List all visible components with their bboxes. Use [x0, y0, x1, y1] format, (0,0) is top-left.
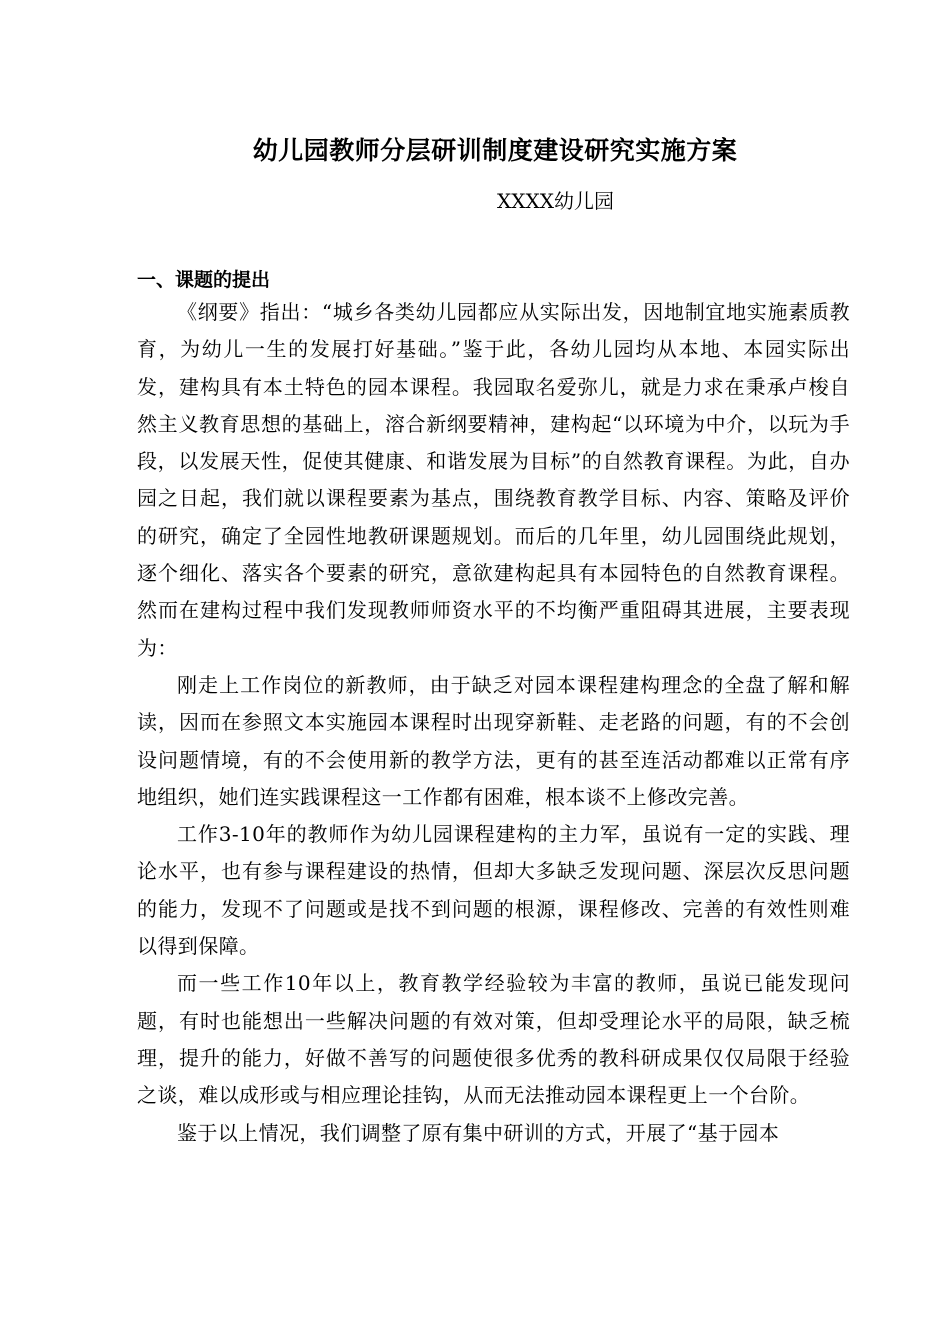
document-title: 幼儿园教师分层研训制度建设研究实施方案 — [252, 136, 738, 165]
paragraph-2: 刚走上工作岗位的新教师，由于缺乏对园本课程建构理念的全盘了解和解读，因而在参照文本实施园本课程时出现穿新鞋、走老路的问题，有的不会创设问题情境，有的不会使用新的教学方法，更有的甚至连活动都难以正常有序地组织，她们连实践课程这一工作都有困难，根本谈不上修改完善。 — [137, 672, 850, 809]
paragraph-4: 而一些工作10年以上，教育教学经验较为丰富的教师，虽说已能发现问题，有时也能想出一些解决问题的有效对策，但却受理论水平的局限，缺乏梳理，提升的能力，好做不善写的问题使很多优秀的教科研成果仅仅局限于经验之谈，难以成形或与相应理论挂钩，从而无法推动园本课程更上一个台阶。 — [137, 971, 850, 1108]
paragraph-5: 鉴于以上情况，我们调整了原有集中研训的方式，开展了“基于园本 — [177, 1120, 780, 1145]
document-author: XXXX幼儿园 — [497, 189, 614, 213]
paragraph-3: 工作3-10年的教师作为幼儿园课程建构的主力军，虽说有一定的实践、理论水平，也有参与课程建设的热情，但却大多缺乏发现问题、深层次反思问题的能力，发现不了问题或是找不到问题的根源，课程修改、完善的有效性则难以得到保障。 — [137, 822, 850, 959]
section-heading: 一、课题的提出 — [137, 269, 271, 291]
body-text — [137, 294, 850, 1152]
paragraph-1: 《纲要》指出：“城乡各类幼儿园都应从实际出发，因地制宜地实施素质教育，为幼儿一生的发展打好基础。”鉴于此，各幼儿园均从本地、本园实际出发，建构具有本土特色的园本课程。我园取名爱弥儿，就是力求在秉承卢梭自然主义教育思想的基础上，溶合新纲要精神，建构起“以环境为中介，以玩为手段，以发展天性，促使其健康、和谐发展为目标”的自然教育课程。为此，自办园之日起，我们就以课程要素为基点，围绕教育教学目标、内容、策略及评价的研究，确定了全园性地教研课题规划。而后的几年里，幼儿园围绕此规划，逐个细化、落实各个要素的研究，意欲建构起具有本园特色的自然教育课程。然而在建构过程中我们发现教师师资水平的不均衡严重阻碍其进展，主要表现为： — [137, 300, 850, 660]
